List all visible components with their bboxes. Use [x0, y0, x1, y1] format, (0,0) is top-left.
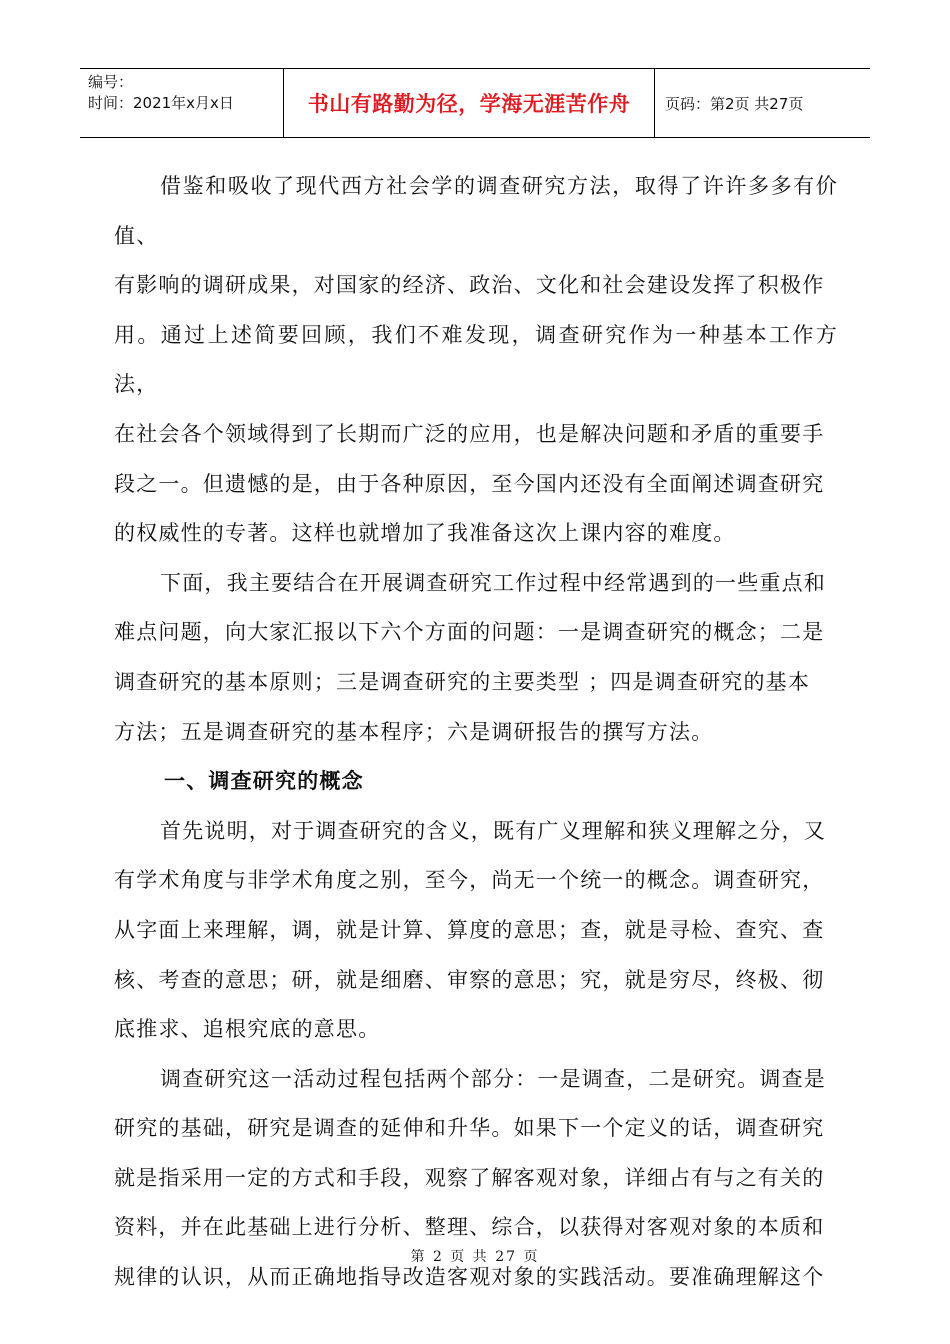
text-line: 就是指采用一定的方式和手段，观察了解客观对象，详细占有与之有关的: [114, 1165, 825, 1190]
text-line: 方法；五是调查研究的基本程序；六是调研报告的撰写方法。: [114, 719, 714, 744]
text-line: 从字面上来理解，调，就是计算、算度的意思；查，就是寻检、查究、查: [114, 917, 825, 942]
text-line: 用。通过上述简要回顾，我们不难发现，调查研究作为一种基本工作方法，: [114, 322, 838, 397]
header-left-cell: [80, 69, 283, 137]
header-page-info: 页码：第2页 共27页: [665, 94, 804, 113]
text-line: 首先说明，对于调查研究的含义，既有广义理解和狭义理解之分，又: [160, 818, 826, 843]
text-line: 规律的认识，从而正确地指导改造客观对象的实践活动。要准确理解这个: [114, 1265, 825, 1290]
header-motto: 书山有路勤为径，学海无涯苦作舟: [283, 69, 655, 137]
text-line: 在社会各个领域得到了长期而广泛的应用，也是解决问题和矛盾的重要手: [114, 421, 825, 446]
section-heading: 一、调查研究的概念: [164, 769, 364, 794]
document-body: [114, 162, 838, 1303]
text-line: 资料，并在此基础上进行分析、整理、综合，以获得对客观对象的本质和: [114, 1215, 825, 1240]
paragraph: [114, 162, 838, 559]
paragraph: [114, 559, 838, 757]
text-line: 底推求、追根究底的意思。: [114, 1017, 381, 1042]
text-line: 研究的基础，研究是调查的延伸和升华。如果下一个定义的话，调查研究: [114, 1116, 825, 1141]
document-number-label: 编号：: [88, 73, 134, 91]
text-line: 的权威性的专著。这样也就增加了我准备这次上课内容的难度。: [114, 521, 736, 546]
text-line: 借鉴和吸收了现代西方社会学的调查研究方法，取得了许许多多有价值、: [114, 174, 838, 248]
document-date-label: 时间：2021年x月x日: [88, 94, 234, 112]
text-line: 有学术角度与非学术角度之别，至今，尚无一个统一的概念。调查研究，: [114, 868, 825, 893]
text-line: 下面，我主要结合在开展调查研究工作过程中经常遇到的一些重点和: [160, 570, 826, 595]
text-line: 调查研究这一活动过程包括两个部分：一是调查，二是研究。调查是: [160, 1066, 826, 1091]
text-line: 核、考查的意思；研，就是细磨、审察的意思；究，就是穷尽，终极、彻: [114, 967, 825, 992]
text-line: 难点问题，向大家汇报以下六个方面的问题：一是调查研究的概念；二是: [114, 620, 825, 645]
page-header: [80, 68, 870, 138]
page-footer: 第 2 页 共 27 页: [410, 1249, 540, 1265]
paragraph: [114, 807, 838, 1055]
text-line: 调查研究的基本原则；三是调查研究的主要类型 ；四是调查研究的基本: [114, 669, 811, 694]
text-line: 有影响的调研成果，对国家的经济、政治、文化和社会建设发挥了积极作: [114, 273, 825, 298]
text-line: 段之一。但遗憾的是，由于各种原因，至今国内还没有全面阐述调查研究: [114, 471, 825, 496]
